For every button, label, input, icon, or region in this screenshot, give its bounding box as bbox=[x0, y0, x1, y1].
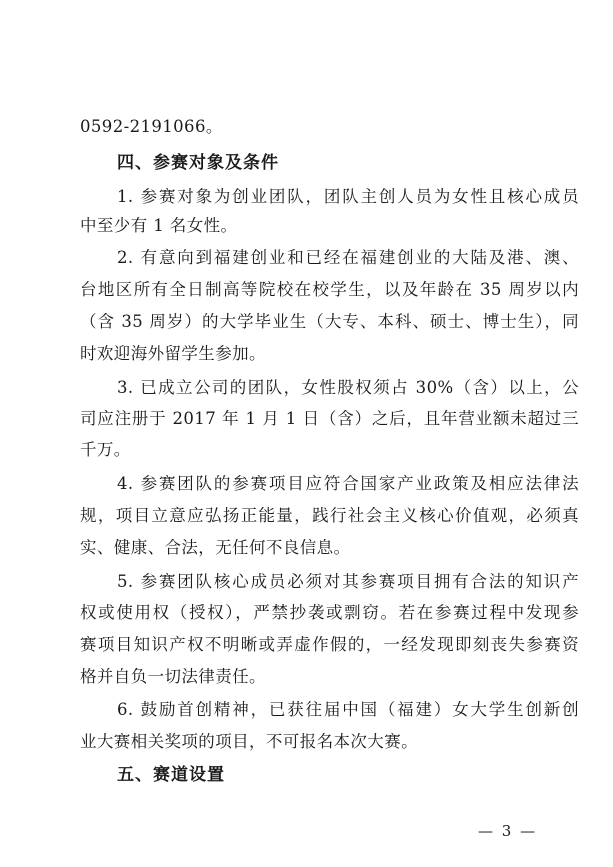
item-5-line-2: 权或使用权（授权），严禁抄袭或剽窃。若在参赛过程中发现参 bbox=[80, 603, 579, 622]
item-6-line-1: 6. 鼓励首创精神，已获往届中国（福建）女大学生创新创 bbox=[117, 700, 579, 719]
item-3-line-1: 3. 已成立公司的团队，女性股权须占 30%（含）以上，公 bbox=[117, 378, 579, 397]
item-2-line-4: 时欢迎海外留学生参加。 bbox=[80, 344, 266, 363]
item-5-line-4: 格并自负一切法律责任。 bbox=[80, 667, 266, 686]
item-5-line-3: 赛项目知识产权不明晰或弄虚作假的，一经发现即刻丧失参赛资 bbox=[80, 635, 579, 654]
continuation-text: 0592-2191066。 bbox=[80, 117, 223, 136]
item-3-line-2: 司应注册于 2017 年 1 月 1 日（含）之后，且年营业额未超过三 bbox=[80, 409, 579, 428]
item-2-line-1: 2. 有意向到福建创业和已经在福建创业的大陆及港、澳、 bbox=[117, 248, 579, 267]
item-3-line-3: 千万。 bbox=[80, 440, 131, 459]
item-4-line-3: 实、健康、合法，无任何不良信息。 bbox=[80, 538, 351, 557]
section-5-heading: 五、赛道设置 bbox=[117, 765, 225, 785]
item-1-line-1: 1. 参赛对象为创业团队，团队主创人员为女性且核心成员 bbox=[117, 187, 579, 206]
item-4-line-2: 规，项目立意应弘扬正能量，践行社会主义核心价值观，必须真 bbox=[80, 506, 579, 525]
item-5-line-1: 5. 参赛团队核心成员必须对其参赛项目拥有合法的知识产 bbox=[117, 572, 579, 591]
item-1-line-2: 中至少有 1 名女性。 bbox=[80, 216, 238, 235]
section-4-heading: 四、参赛对象及条件 bbox=[117, 153, 279, 173]
item-4-line-1: 4. 参赛团队的参赛项目应符合国家产业政策及相应法律法 bbox=[117, 474, 579, 493]
item-6-line-2: 业大赛相关奖项的项目，不可报名本次大赛。 bbox=[80, 732, 418, 751]
item-2-line-3: （含 35 周岁）的大学毕业生（大专、本科、硕士、博士生），同 bbox=[80, 312, 579, 331]
item-2-line-2: 台地区所有全日制高等院校在校学生，以及年龄在 35 周岁以内 bbox=[80, 280, 579, 299]
page-number: — 3 — bbox=[478, 822, 538, 840]
